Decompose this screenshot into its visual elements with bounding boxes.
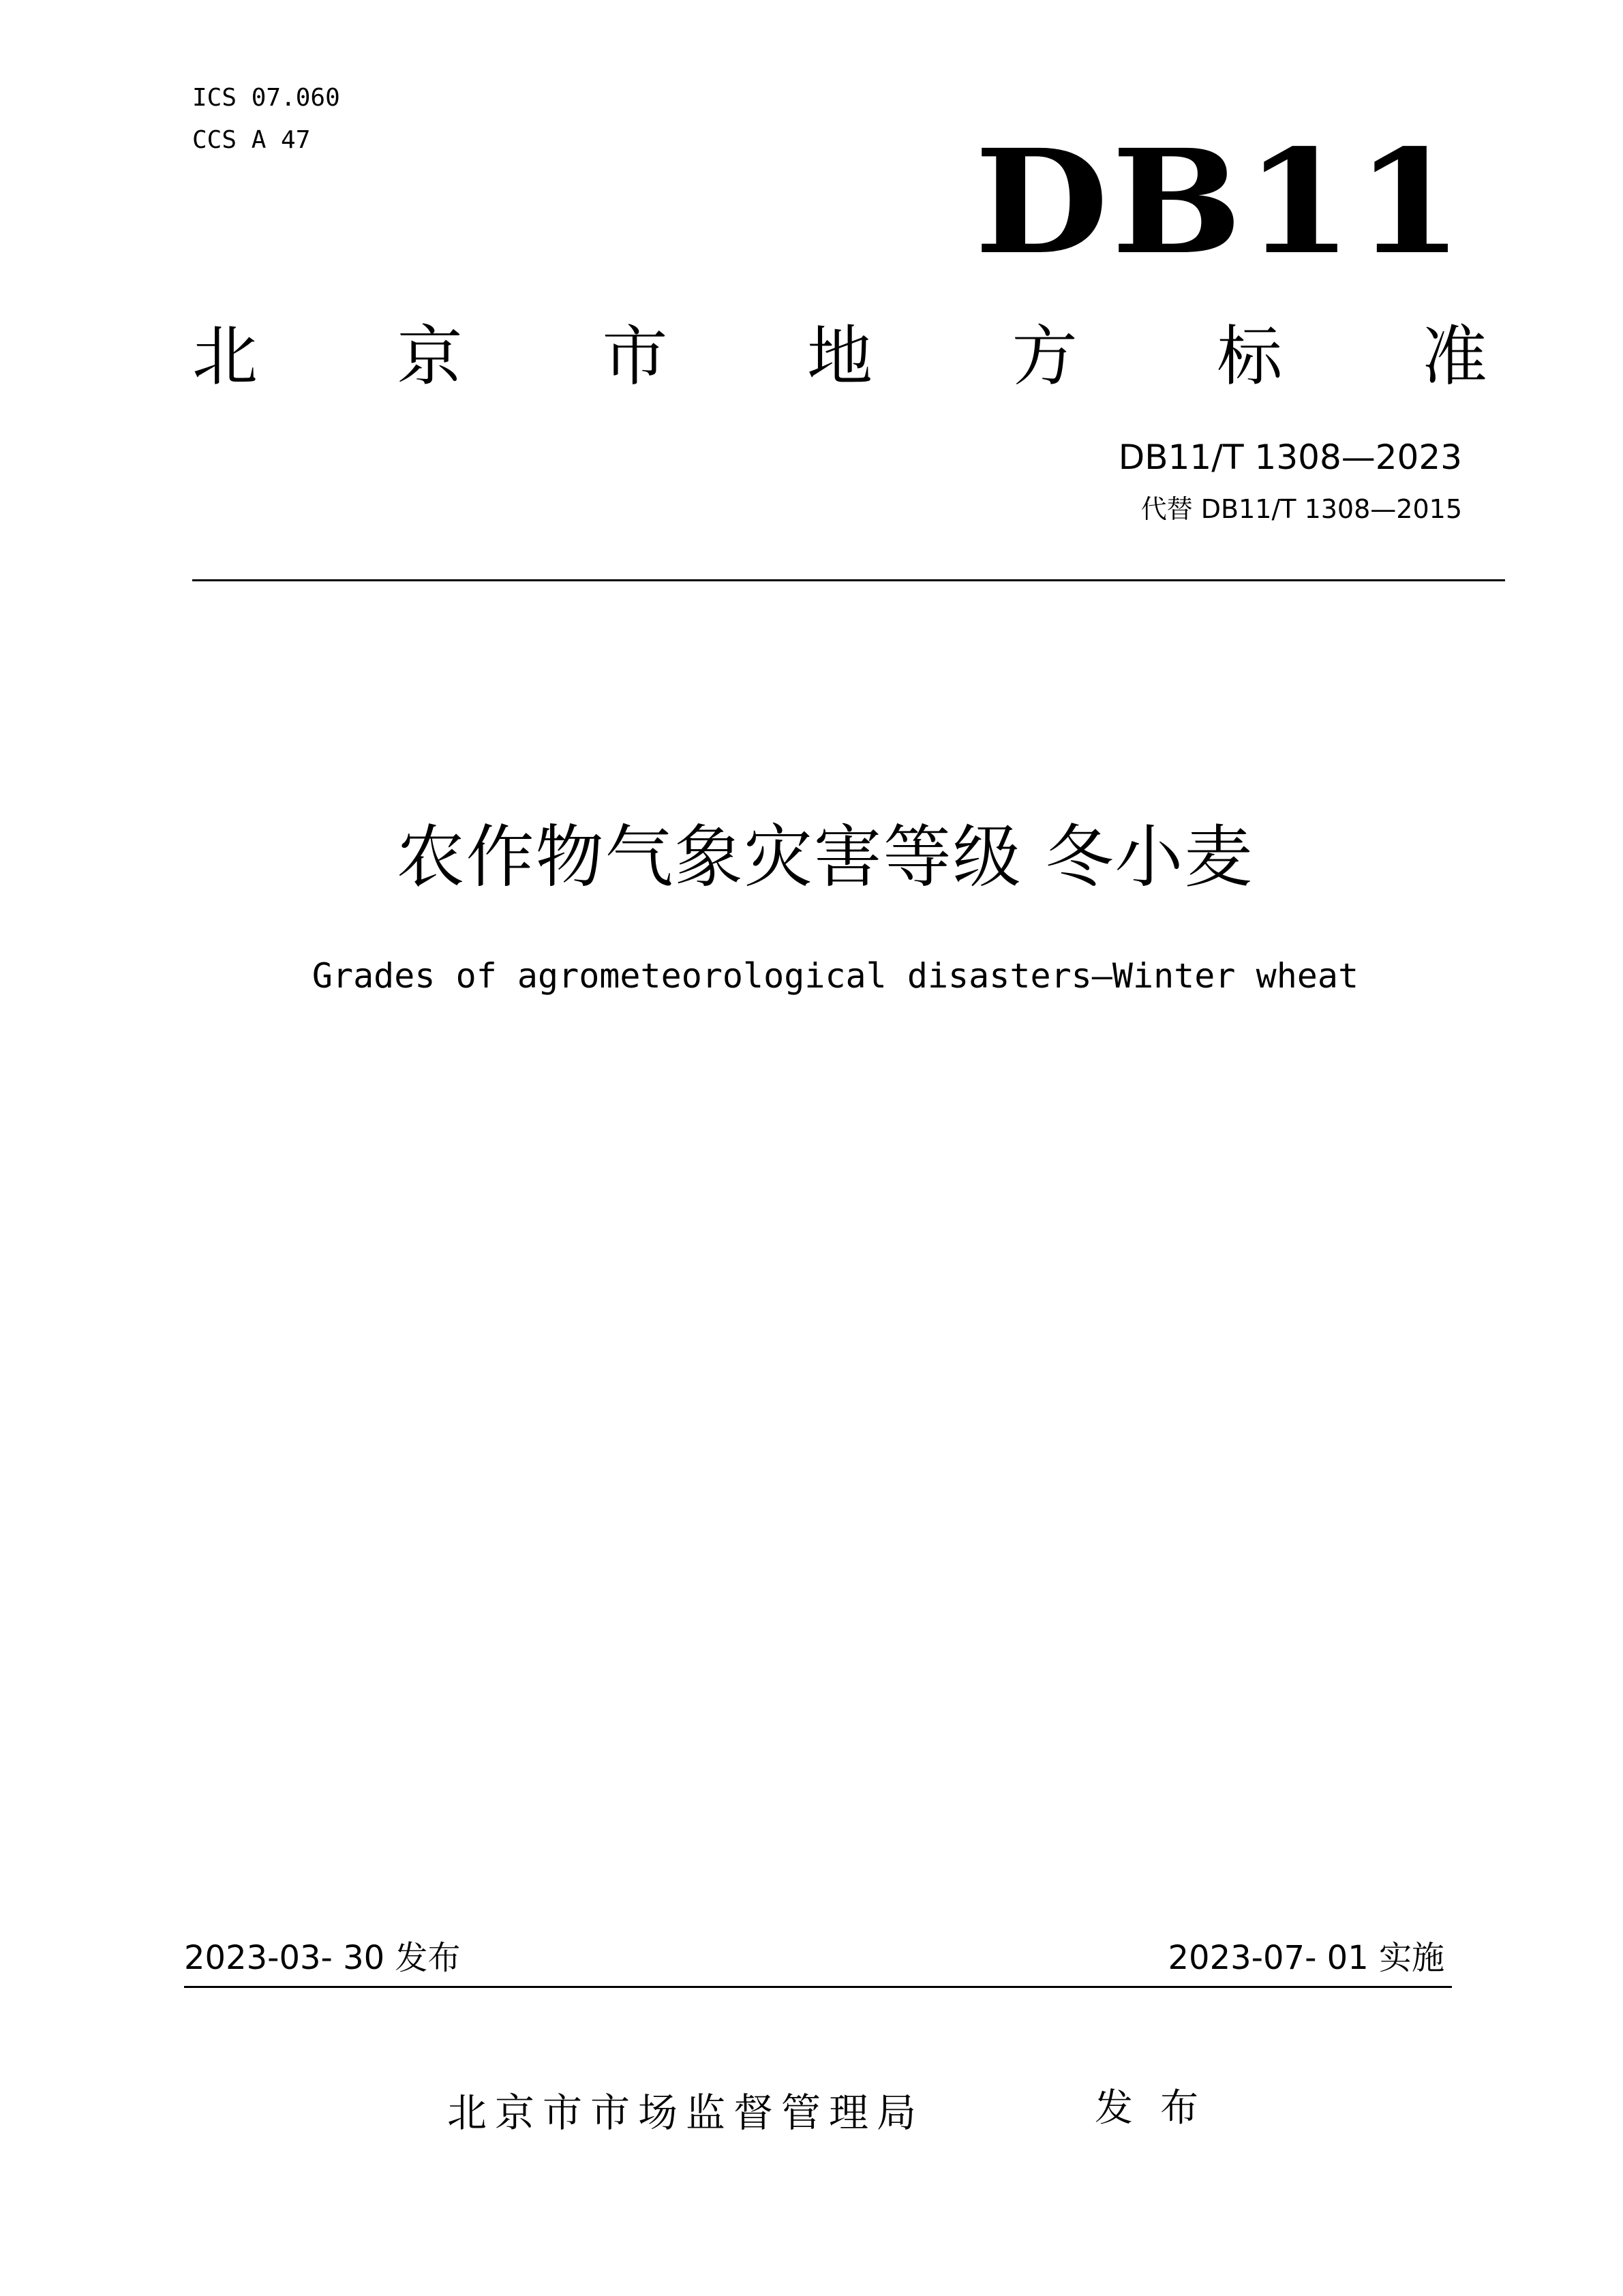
standard-type-char: 准 [1421,318,1487,395]
publish-date: 2023-03- 30 发布 [184,1939,461,1977]
standard-type-char: 标 [1217,318,1283,395]
title-chinese: 农作物气象灾害等级 冬小麦 [396,817,1254,897]
title-english: Grades of agrometeorological disasters—Winter wheat [312,956,1359,996]
implement-date: 2023-07- 01 实施 [1168,1939,1444,1977]
ccs-code: CCS A 47 [192,126,311,154]
standard-type-char: 北 [192,318,258,395]
replaces-standard: 代替 DB11/T 1308—2015 [1140,494,1462,524]
footer-divider [184,1986,1452,1988]
standard-type-char: 方 [1012,318,1078,395]
standard-type-char: 京 [397,318,463,395]
standard-number: DB11/T 1308—2023 [1118,438,1462,477]
issue-action: 发布 [1095,2086,1226,2130]
ics-code: ICS 07.060 [192,84,340,112]
standard-type-char: 市 [602,318,668,395]
standard-mark: DB11 [974,118,1466,286]
header-divider [192,579,1505,581]
issuing-authority: 北京市市场监督管理局 [447,2090,925,2136]
standard-type-char: 地 [806,318,873,395]
standard-type [192,319,1487,394]
